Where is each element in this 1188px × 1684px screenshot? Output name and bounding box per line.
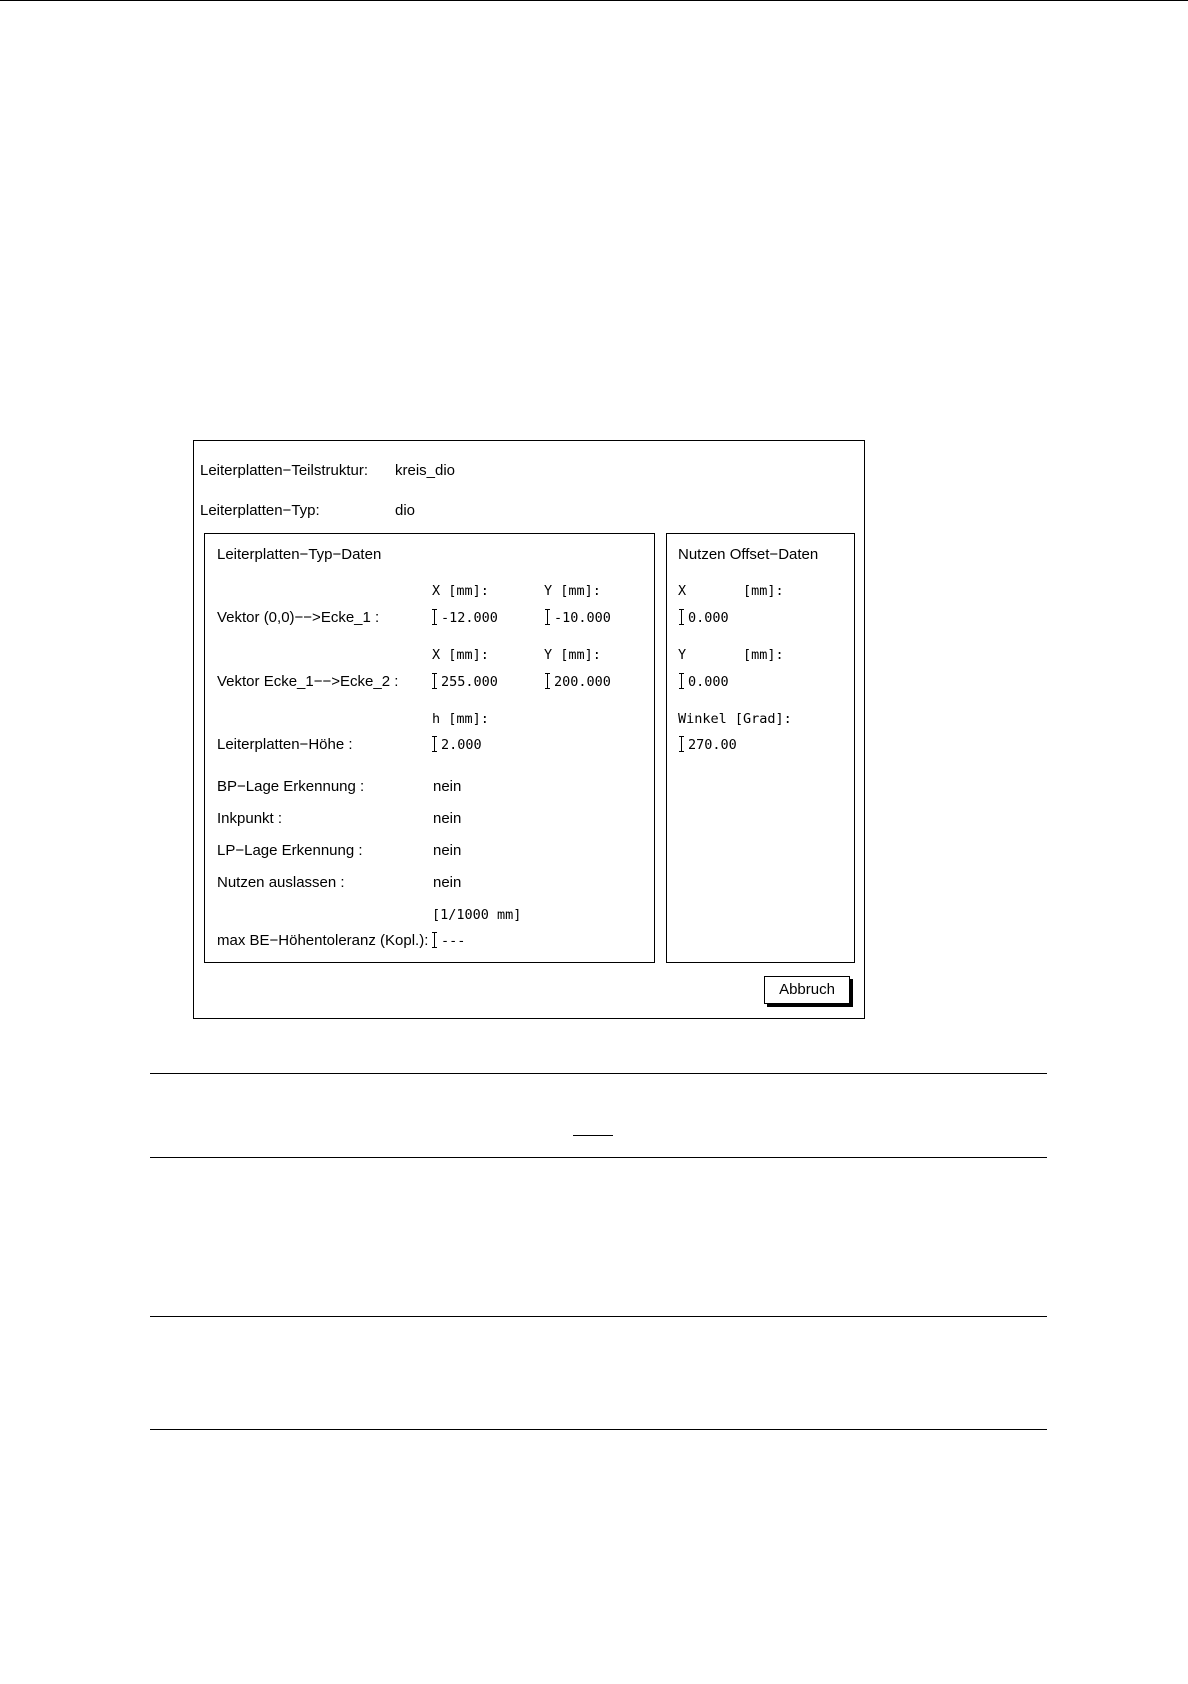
vector2-y-field[interactable] (547, 673, 611, 691)
vector1-y-value: -10.000 (554, 610, 611, 626)
offset-data-title: Nutzen Offset−Daten (678, 546, 819, 563)
vector2-y-value: 200.000 (554, 674, 611, 690)
vector2-label: Vektor Ecke_1−−>Ecke_2 : (217, 673, 399, 690)
tolerance-header: [1/1000 mm] (432, 907, 522, 923)
table-rule-4 (150, 1429, 1047, 1430)
tolerance-field[interactable] (434, 932, 465, 950)
offset-x-value: 0.000 (688, 610, 729, 626)
offset-x-field[interactable] (681, 609, 729, 627)
cancel-button[interactable]: Abbruch (764, 976, 850, 1004)
inkpunkt-label: Inkpunkt : (217, 810, 283, 827)
table-rule-2 (150, 1157, 1047, 1158)
type-label: Leiterplatten−Typ: (200, 502, 320, 519)
lp-lage-value[interactable]: nein (433, 842, 462, 859)
offset-data-panel (666, 533, 855, 963)
bp-lage-value[interactable]: nein (433, 778, 462, 795)
vector1-y-field[interactable] (547, 609, 611, 627)
tolerance-value: --- (441, 933, 466, 949)
structure-label: Leiterplatten−Teilstruktur: (200, 462, 369, 479)
vector2-y-header: Y [mm]: (544, 647, 601, 663)
text-cursor-icon (547, 673, 553, 689)
height-value: 2.000 (441, 737, 482, 753)
offset-y-field[interactable] (681, 673, 729, 691)
caption-underline (573, 1135, 613, 1136)
vector1-y-header: Y [mm]: (544, 583, 601, 599)
nutzen-auslassen-label: Nutzen auslassen : (217, 874, 345, 891)
text-cursor-icon (681, 609, 687, 625)
table-rule-1 (150, 1073, 1047, 1074)
nutzen-auslassen-value[interactable]: nein (433, 874, 462, 891)
angle-field[interactable] (681, 736, 737, 754)
text-cursor-icon (681, 673, 687, 689)
vector1-x-value: -12.000 (441, 610, 498, 626)
height-field[interactable] (434, 736, 482, 754)
vector2-x-value: 255.000 (441, 674, 498, 690)
structure-value: kreis_dio (395, 462, 456, 479)
vector2-x-field[interactable] (434, 673, 498, 691)
angle-header: Winkel [Grad]: (678, 711, 792, 727)
type-data-panel (204, 533, 655, 963)
offset-y-header: Y [mm]: (678, 647, 784, 663)
text-cursor-icon (434, 932, 440, 948)
text-cursor-icon (434, 736, 440, 752)
bp-lage-label: BP−Lage Erkennung : (217, 778, 365, 795)
text-cursor-icon (547, 609, 553, 625)
angle-value: 270.00 (688, 737, 737, 753)
lp-lage-label: LP−Lage Erkennung : (217, 842, 363, 859)
height-label: Leiterplatten−Höhe : (217, 736, 353, 753)
vector1-x-header: X [mm]: (432, 583, 489, 599)
vector1-x-field[interactable] (434, 609, 498, 627)
type-value: dio (395, 502, 416, 519)
offset-x-header: X [mm]: (678, 583, 784, 599)
vector1-label: Vektor (0,0)−−>Ecke_1 : (217, 609, 380, 626)
text-cursor-icon (434, 609, 440, 625)
vector2-x-header: X [mm]: (432, 647, 489, 663)
height-header: h [mm]: (432, 711, 489, 727)
type-data-title: Leiterplatten−Typ−Daten (217, 546, 382, 563)
dialog-window (193, 440, 865, 1019)
inkpunkt-value[interactable]: nein (433, 810, 462, 827)
page-top-rule (0, 0, 1188, 1)
text-cursor-icon (434, 673, 440, 689)
offset-y-value: 0.000 (688, 674, 729, 690)
text-cursor-icon (681, 736, 687, 752)
tolerance-label: max BE−Höhentoleranz (Kopl.): (217, 932, 429, 949)
table-rule-3 (150, 1316, 1047, 1317)
